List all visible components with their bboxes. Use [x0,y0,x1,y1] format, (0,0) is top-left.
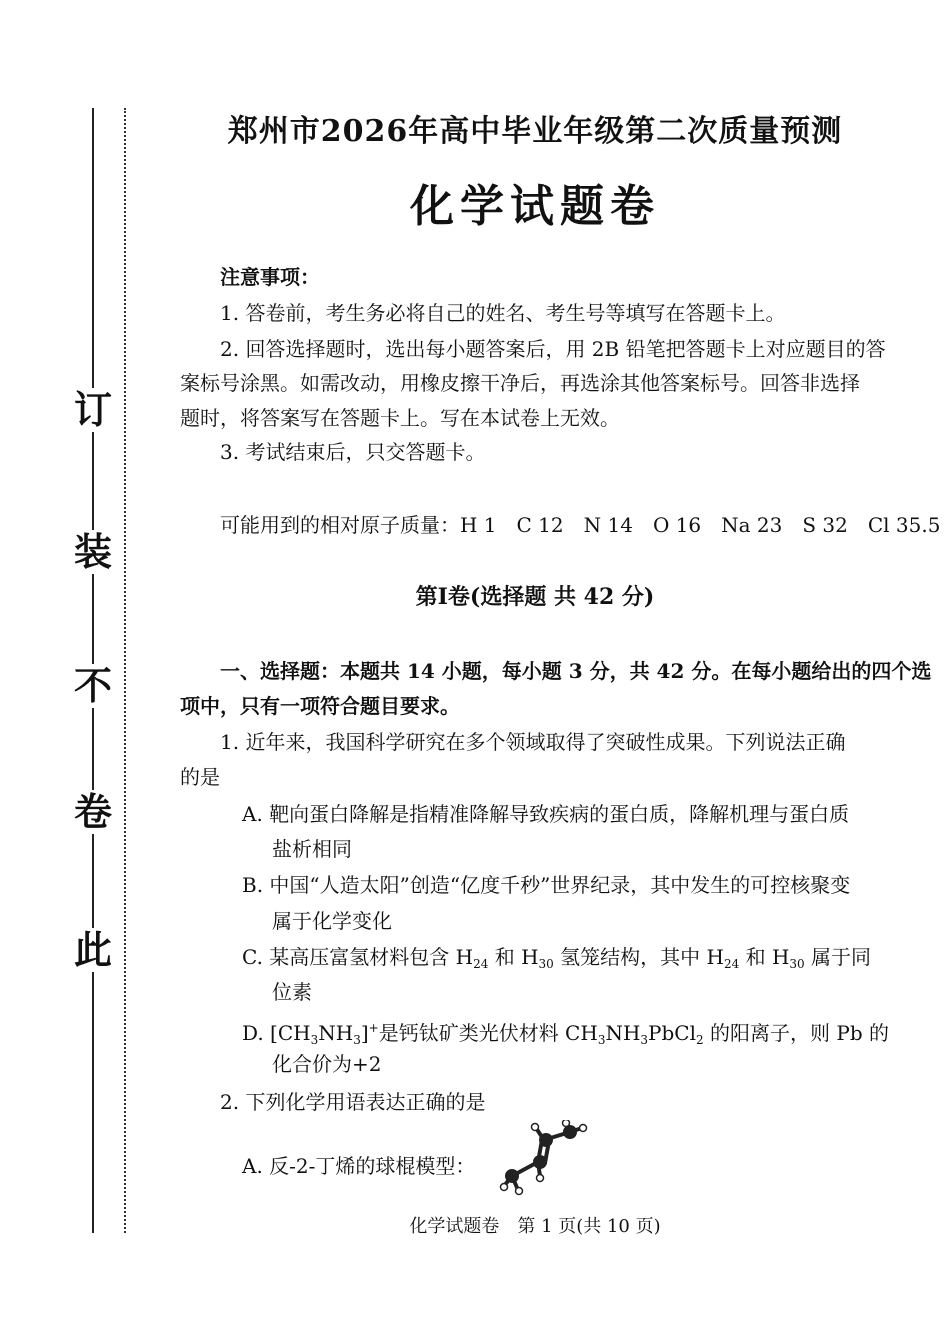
page-footer: 化学试题卷 第 1 页(共 10 页) [409,1216,661,1237]
notice-line-2: 2. 回答选择题时，选出每小题答案后，用 2B 铅笔把答题卡上对应题目的答 [220,337,886,361]
margin-char-juan: 卷 [73,790,112,834]
section-title: 第Ⅰ卷(选择题 共 42 分) [415,584,655,610]
q2-stem: 2. 下列化学用语表达正确的是 [220,1090,486,1114]
q1-option-a-2: 盐析相同 [272,837,352,861]
notice-line-3: 案标号涂黑。如需改动，用橡皮擦干净后，再选涂其他答案标号。回答非选择 [180,371,860,395]
notice-line-5: 3. 考试结束后，只交答题卡。 [220,440,486,464]
q1-option-c-1: C. 某高压富氢材料包含 $H_{24}$ 和 $H_{30}$ 氢笼结构，其中 $H_{24}$ 和 $H_{30}$ 属于同 [242,945,872,971]
q1-option-d-2: 化合价为+2 [272,1052,382,1076]
exam-subtitle: 化学试题卷 [410,181,660,232]
margin-char-ding: 订 [73,388,112,432]
q1-stem-1: 1. 近年来，我国科学研究在多个领域取得了突破性成果。下列说法正确 [220,730,846,754]
q2-option-a: A. 反-2-丁烯的球棍模型： [242,1154,476,1178]
section-instruction-2: 项中，只有一项符合题目要求。 [180,694,460,718]
section-instruction-1: 一、选择题：本题共 14 小题，每小题 3 分，共 42 分。在每小题给出的四个选 [220,659,932,683]
margin-char-ci: 此 [73,928,112,972]
q1-option-b-2: 属于化学变化 [272,909,392,933]
q1-option-d-1: D. $[CH_3NH_3]^+$是钙钛矿类光伏材料 $CH_3NH_3PbCl_2$ 的阳离子，则 Pb 的 [242,1021,889,1047]
q1-stem-2: 的是 [180,765,220,789]
exam-title: 郑州市2026年高中毕业年级第二次质量预测 [227,114,843,149]
trans-2-butene-ball-stick-model [496,1120,588,1200]
notice-line-4: 题时，将答案写在答题卡上。写在本试卷上无效。 [180,406,620,430]
margin-char-bu: 不 [73,664,112,708]
q1-option-b-1: B. 中国“人造太阳”创造“亿度千秒”世界纪录，其中发生的可控核聚变 [242,873,851,897]
notice-heading: 注意事项： [220,265,320,289]
atomic-mass-line: 可能用到的相对原子质量：H 1 C 12 N 14 O 16 Na 23 S 32 Cl 35.5 [220,513,941,537]
q1-option-a-1: A. 靶向蛋白降解是指精准降解导致疾病的蛋白质，降解机理与蛋白质 [242,802,850,826]
binding-dotted-line [124,108,126,1233]
notice-line-1: 1. 答卷前，考生务必将自己的姓名、考生号等填写在答题卡上。 [220,301,786,325]
q1-option-c-2: 位素 [272,980,312,1004]
margin-char-zhuang: 装 [73,530,112,574]
